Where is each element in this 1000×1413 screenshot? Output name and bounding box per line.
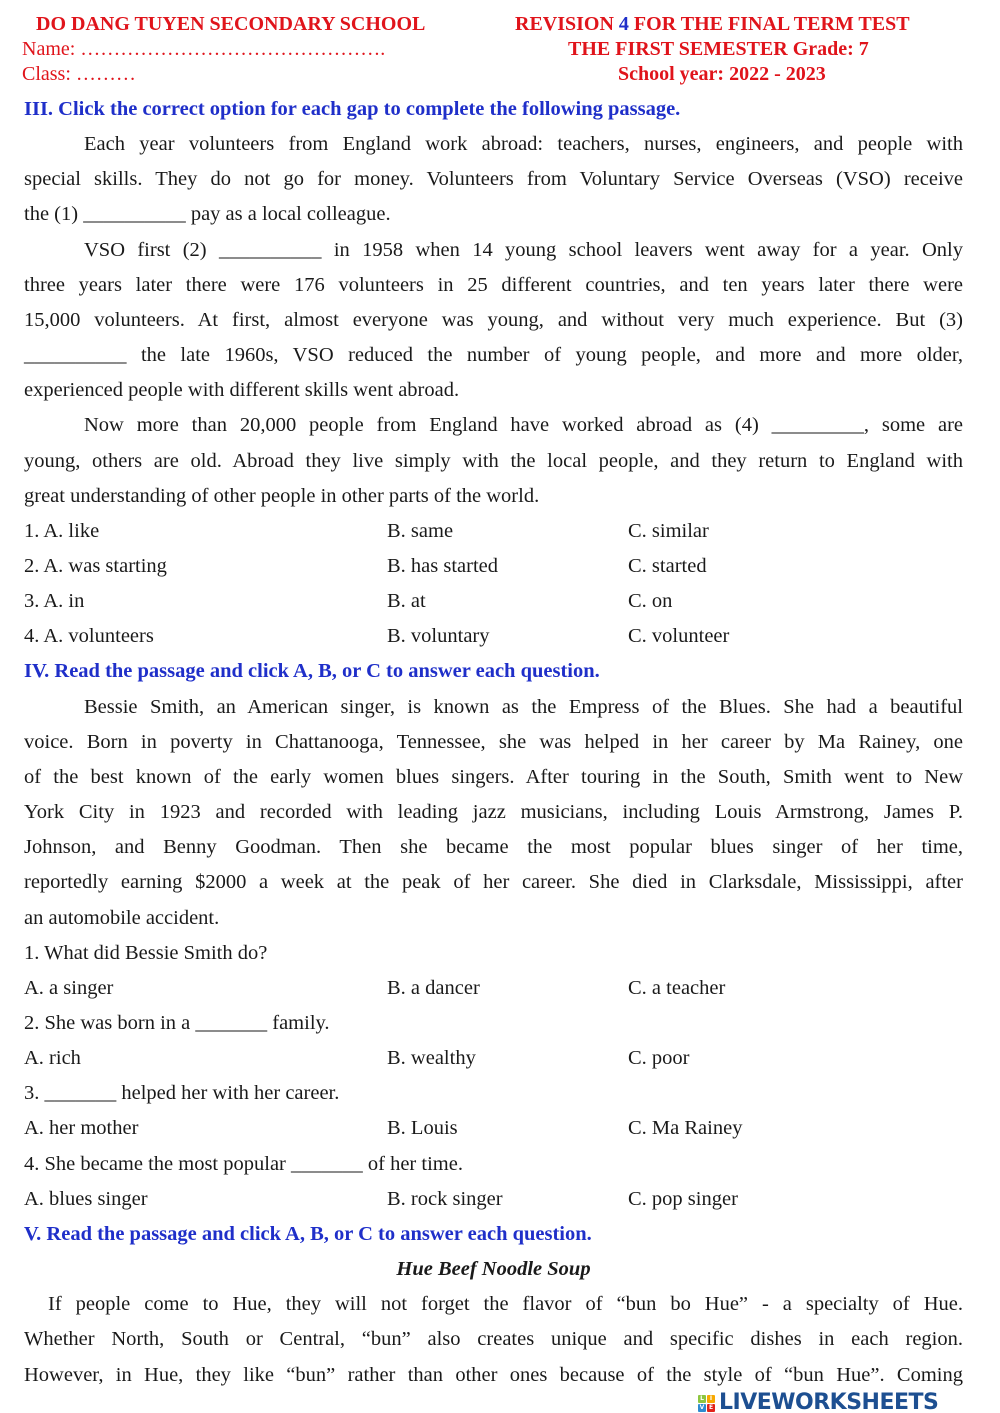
logo-text: LIVEWORKSHEETS	[719, 1390, 939, 1413]
answer-option[interactable]: B. same	[387, 519, 454, 542]
answer-option[interactable]: A. rich	[24, 1047, 81, 1070]
text-line: 3. _______ helped her with her career.	[24, 1082, 340, 1105]
text-line: Each year volunteers from England work abroad: teachers, nurses, engineers, and people with	[84, 133, 963, 156]
text-line: of the best known of the early women blues singers. After touring in the South, Smith went to New	[24, 765, 963, 788]
text-line: However, in Hue, they like “bun” rather than other ones because of the style of “bun Hue”. Coming	[24, 1363, 963, 1386]
answer-option[interactable]: C. poor	[628, 1047, 690, 1070]
answer-option[interactable]: C. volunteer	[628, 625, 730, 648]
school-name: DO DANG TUYEN SECONDARY SCHOOL	[36, 13, 426, 35]
revision-pre: REVISION	[515, 13, 619, 35]
worksheet-body	[24, 92, 963, 1393]
answer-option[interactable]: B. a dancer	[387, 976, 480, 999]
text-line: Johnson, and Benny Goodman. Then she became the most popular blues singer of her time,	[24, 836, 963, 859]
logo-letter: L	[698, 1395, 706, 1403]
liveworksheets-logo	[698, 1390, 939, 1413]
options-row	[24, 1182, 963, 1217]
semester-grade: THE FIRST SEMESTER Grade: 7	[568, 38, 869, 60]
revision-title	[515, 13, 910, 36]
options-row	[24, 514, 963, 549]
text-line: an automobile accident.	[24, 906, 220, 929]
options-row	[24, 1111, 963, 1146]
answer-option[interactable]: C. started	[628, 555, 707, 578]
text-line: 2. She was born in a _______ family.	[24, 1011, 330, 1034]
text-line: experienced people with different skills went abroad.	[24, 379, 460, 402]
answer-option[interactable]: B. at	[387, 590, 426, 613]
answer-option[interactable]: A. blues singer	[24, 1187, 148, 1210]
options-row	[24, 619, 963, 654]
options-row	[24, 1041, 963, 1076]
text-line: reportedly earning $2000 a week at the peak of her career. She died in Clarksdale, Mississippi, after	[24, 871, 963, 894]
answer-option[interactable]: 3. A. in	[24, 590, 85, 613]
logo-letter: I	[707, 1395, 715, 1403]
name-field: Name: ……………………………………….	[22, 38, 386, 60]
text-line: Bessie Smith, an American singer, is known as the Empress of the Blues. She had a beautiful	[84, 695, 963, 718]
answer-option[interactable]: A. her mother	[24, 1117, 139, 1140]
school-year: School year: 2022 - 2023	[618, 63, 826, 85]
logo-letter: E	[708, 1404, 714, 1411]
text-line: VSO first (2) __________ in 1958 when 14 young school leavers went away for a year. Only	[84, 238, 963, 261]
text-line: Whether North, South or Central, “bun” also creates unique and specific dishes in each region.	[24, 1328, 963, 1351]
revision-number: 4	[618, 13, 629, 35]
text-line: voice. Born in poverty in Chattanooga, Tennessee, she was helped in her career by Ma Rainey, one	[24, 730, 963, 753]
text-line: York City in 1923 and recorded with leading jazz musicians, including Louis Armstrong, James P.	[24, 801, 963, 824]
answer-option[interactable]: B. voluntary	[387, 625, 490, 648]
answer-option[interactable]: A. a singer	[24, 976, 114, 999]
answer-option[interactable]: B. wealthy	[387, 1047, 476, 1070]
options-row	[24, 971, 963, 1006]
text-line: three years later there were 176 volunteers in 25 different countries, and ten years later there were	[24, 273, 963, 296]
revision-post: FOR THE FINAL TERM TEST	[628, 13, 910, 35]
passage-title: Hue Beef Noodle Soup	[396, 1258, 591, 1281]
answer-option[interactable]: C. similar	[628, 519, 709, 542]
answer-option[interactable]: C. pop singer	[628, 1187, 738, 1210]
answer-option[interactable]: C. on	[628, 590, 673, 613]
answer-option[interactable]: 1. A. like	[24, 519, 100, 542]
section-heading: IV. Read the passage and click A, B, or C to answer each question.	[24, 660, 600, 683]
section-heading: V. Read the passage and click A, B, or C to answer each question.	[24, 1222, 592, 1245]
text-line: young, others are old. Abroad they live simply with the local people, and they return to England with	[24, 449, 963, 472]
options-row	[24, 549, 963, 584]
class-field: Class: ………	[22, 63, 136, 85]
text-line: great understanding of other people in other parts of the world.	[24, 484, 540, 507]
text-line: __________ the late 1960s, VSO reduced the number of young people, and more and more older,	[24, 344, 963, 367]
options-row	[24, 584, 963, 619]
logo-letter: V	[699, 1404, 705, 1411]
text-line: the (1) __________ pay as a local colleague.	[24, 203, 391, 226]
answer-option[interactable]: B. has started	[387, 555, 499, 578]
text-line: If people come to Hue, they will not forget the flavor of “bun bo Hue” - a specialty of Hue.	[48, 1293, 963, 1316]
answer-option[interactable]: B. rock singer	[387, 1187, 503, 1210]
answer-option[interactable]: B. Louis	[387, 1117, 458, 1140]
section-heading: III. Click the correct option for each gap to complete the following passage.	[24, 98, 681, 120]
logo-icon	[698, 1395, 715, 1412]
answer-option[interactable]: 2. A. was starting	[24, 555, 167, 578]
answer-option[interactable]: C. Ma Rainey	[628, 1117, 743, 1140]
text-line: Now more than 20,000 people from England have worked abroad as (4) _________, some are	[84, 414, 963, 437]
text-line: special skills. They do not go for money. Volunteers from Voluntary Service Overseas (VSO) receive	[24, 168, 963, 191]
text-line: 15,000 volunteers. At first, almost everyone was young, and without very much experience. But (3)	[24, 308, 963, 331]
text-line: 1. What did Bessie Smith do?	[24, 941, 268, 964]
answer-option[interactable]: C. a teacher	[628, 976, 726, 999]
answer-option[interactable]: 4. A. volunteers	[24, 625, 154, 648]
text-line: 4. She became the most popular _______ of her time.	[24, 1152, 463, 1175]
